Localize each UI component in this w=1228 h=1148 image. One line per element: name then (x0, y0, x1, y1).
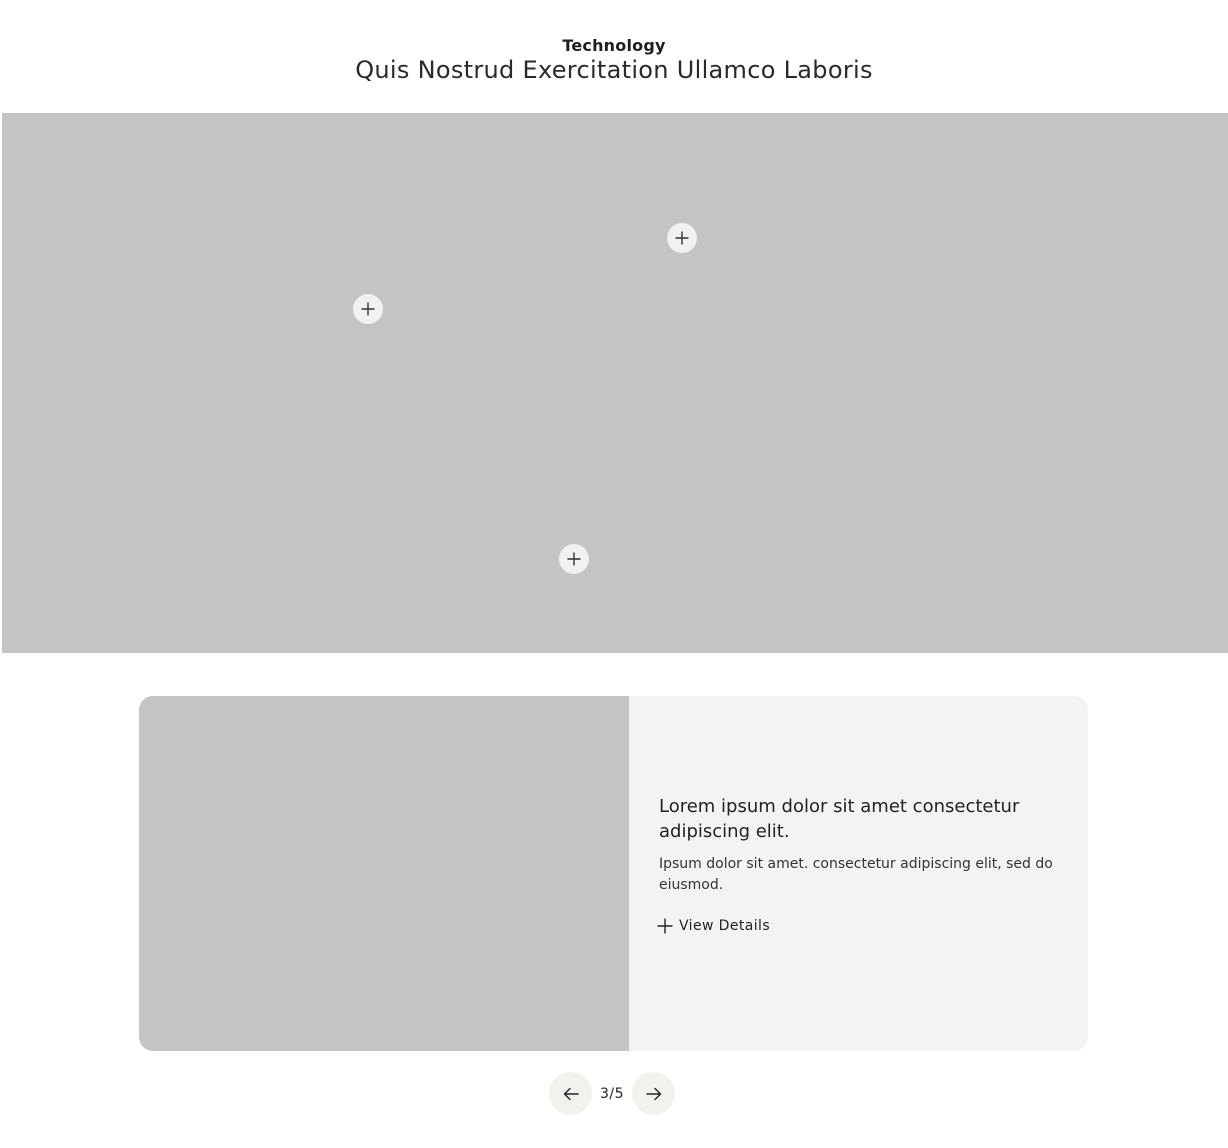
hero-image (2, 113, 1228, 653)
arrow-right-icon (646, 1087, 662, 1101)
plus-icon (567, 552, 581, 566)
card-description: Ipsum dolor sit amet. consectetur adipiscing elit, sed do eiusmod. (659, 856, 1053, 893)
section-headline: Quis Nostrud Exercitation Ullamco Laboris (355, 56, 873, 84)
plus-icon (657, 918, 673, 934)
card-title: Lorem ipsum dolor sit amet consectetur adipiscing elit. (659, 796, 1020, 842)
card-body (659, 794, 1059, 938)
hotspot-button-2[interactable] (353, 294, 383, 324)
hotspot-button-3[interactable] (559, 544, 589, 574)
next-slide-button[interactable] (632, 1072, 675, 1115)
section-eyebrow: Technology (562, 36, 666, 55)
view-details-button[interactable] (657, 918, 770, 934)
previous-slide-button[interactable] (549, 1072, 592, 1115)
section-header (0, 0, 1228, 113)
detail-card (139, 696, 1088, 1051)
arrow-left-icon (563, 1087, 579, 1101)
plus-icon (361, 302, 375, 316)
hotspot-button-1[interactable] (667, 223, 697, 253)
card-image (139, 696, 629, 1051)
view-details-label: View Details (679, 918, 771, 934)
carousel-pager (549, 1072, 675, 1115)
plus-icon (675, 231, 689, 245)
slide-counter: 3/5 (600, 1085, 625, 1102)
